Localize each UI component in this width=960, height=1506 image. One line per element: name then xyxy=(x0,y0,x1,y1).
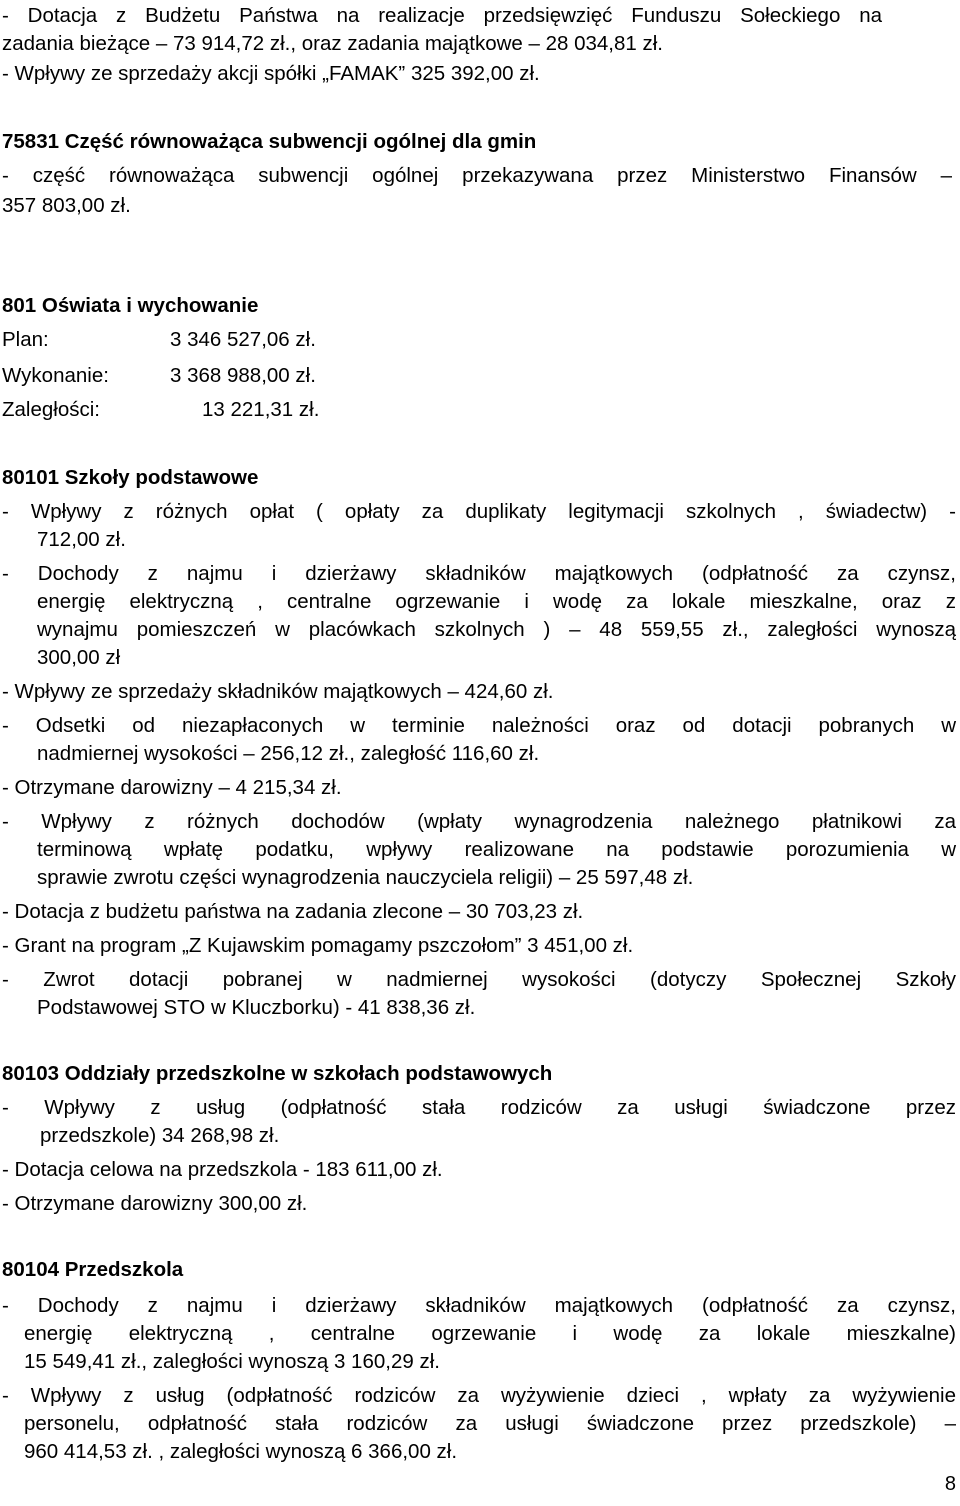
80101-item-6-line-3: sprawie zwrotu części wynagrodzenia nauczyciela religii) – 25 597,48 zł. xyxy=(37,866,694,889)
intro-line-2: zadania bieżące – 73 914,72 zł., oraz zadania majątkowe – 28 034,81 zł. xyxy=(2,32,663,55)
page-number: 8 xyxy=(944,1473,956,1495)
80101-item-2-line-4: 300,00 zł xyxy=(37,646,121,669)
80101-item-9-line-1: - Zwrot dotacji pobranej w nadmiernej wysokości (dotyczy Społecznej Szkoły xyxy=(2,968,956,991)
80104-item-1-line-3: 15 549,41 zł., zaległości wynoszą 3 160,29 zł. xyxy=(24,1350,440,1373)
section-801-heading: 801 Oświata i wychowanie xyxy=(2,294,259,317)
80103-item-2: - Dotacja celowa na przedszkola - 183 611,00 zł. xyxy=(2,1158,443,1181)
80103-item-1-line-1: - Wpływy z usług (odpłatność stała rodziców za usługi świadczone przez xyxy=(2,1096,956,1119)
intro-line-1: - Dotacja z Budżetu Państwa na realizacje przedsięwzięć Funduszu Sołeckiego na xyxy=(2,4,882,27)
section-80101-heading: 80101 Szkoły podstawowe xyxy=(2,466,259,489)
80101-item-3: - Wpływy ze sprzedaży składników majątkowych – 424,60 zł. xyxy=(2,680,554,703)
80104-item-1-line-2: energię elektryczną , centralne ogrzewanie i wodę za lokale mieszkalne) xyxy=(24,1322,956,1345)
section-75831-line-2: 357 803,00 zł. xyxy=(2,194,131,217)
execution-value: 3 368 988,00 zł. xyxy=(170,364,316,387)
80101-item-1-line-2: 712,00 zł. xyxy=(37,528,126,551)
80101-item-7: - Dotacja z budżetu państwa na zadania zlecone – 30 703,23 zł. xyxy=(2,900,584,923)
section-80104-heading: 80104 Przedszkola xyxy=(2,1258,184,1281)
plan-label: Plan: xyxy=(2,328,49,351)
80101-item-9-line-2: Podstawowej STO w Kluczborku) - 41 838,36 zł. xyxy=(37,996,476,1019)
80101-item-2-line-3: wynajmu pomieszczeń w placówkach szkolnych ) – 48 559,55 zł., zaległości wynoszą xyxy=(37,618,956,641)
80103-item-3: - Otrzymane darowizny 300,00 zł. xyxy=(2,1192,308,1215)
80101-item-6-line-1: - Wpływy z różnych dochodów (wpłaty wynagrodzenia należnego płatnikowi za xyxy=(2,810,956,833)
80104-item-2-line-2: personelu, odpłatność stała rodziców za usługi świadczone przez przedszkole) – xyxy=(24,1412,956,1435)
80101-item-8: - Grant na program „Z Kujawskim pomagamy pszczołom” 3 451,00 zł. xyxy=(2,934,634,957)
80101-item-2-line-1: - Dochody z najmu i dzierżawy składników majątkowych (odpłatność za czynsz, xyxy=(2,562,956,585)
80104-item-1-line-1: - Dochody z najmu i dzierżawy składników majątkowych (odpłatność za czynsz, xyxy=(2,1294,956,1317)
80103-item-1-line-2: przedszkole) 34 268,98 zł. xyxy=(40,1124,280,1147)
arrears-label: Zaległości: xyxy=(2,398,100,421)
80101-item-4-line-2: nadmiernej wysokości – 256,12 zł., zaległość 116,60 zł. xyxy=(37,742,540,765)
80104-item-2-line-3: 960 414,53 zł. , zaległości wynoszą 6 366,00 zł. xyxy=(24,1440,458,1463)
80101-item-4-line-1: - Odsetki od niezapłaconych w terminie należności oraz od dotacji pobranych w xyxy=(2,714,956,737)
80101-item-2-line-2: energię elektryczną , centralne ogrzewanie i wodę za lokale mieszkalne, oraz z xyxy=(37,590,956,613)
section-75831-heading: 75831 Część równoważąca subwencji ogólnej dla gmin xyxy=(2,130,537,153)
execution-label: Wykonanie: xyxy=(2,364,109,387)
plan-value: 3 346 527,06 zł. xyxy=(170,328,316,351)
section-75831-line-1: - część równoważąca subwencji ogólnej przekazywana przez Ministerstwo Finansów – xyxy=(2,164,952,187)
80101-item-6-line-2: terminową wpłatę podatku, wpływy realizowane na podstawie porozumienia w xyxy=(37,838,956,861)
80101-item-1-line-1: - Wpływy z różnych opłat ( opłaty za duplikaty legitymacji szkolnych , świadectw) - xyxy=(2,500,956,523)
80104-item-2-line-1: - Wpływy z usług (odpłatność rodziców za wyżywienie dzieci , wpłaty za wyżywienie xyxy=(2,1384,956,1407)
arrears-value: 13 221,31 zł. xyxy=(202,398,320,421)
section-80103-heading: 80103 Oddziały przedszkolne w szkołach podstawowych xyxy=(2,1062,553,1085)
intro-line-3: - Wpływy ze sprzedaży akcji spółki „FAMAK” 325 392,00 zł. xyxy=(2,62,540,85)
80101-item-5: - Otrzymane darowizny – 4 215,34 zł. xyxy=(2,776,342,799)
